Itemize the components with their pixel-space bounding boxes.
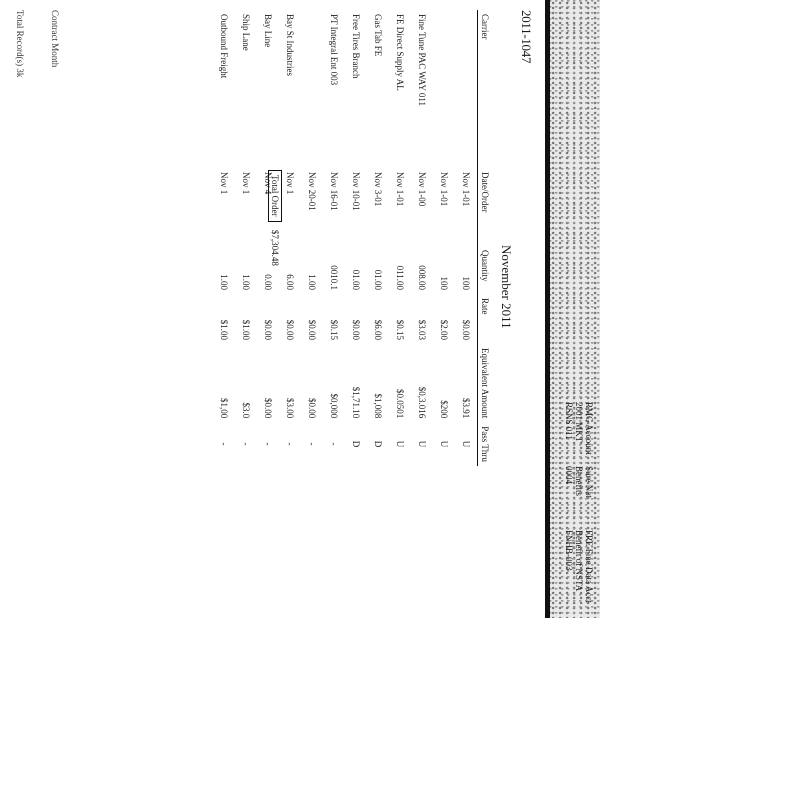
- cell-date: Nov 1-00: [417, 172, 427, 207]
- table-row: [279, 10, 301, 466]
- cell-qty: 1.00: [241, 274, 251, 290]
- cell-pass: -: [241, 442, 251, 446]
- table-row: [367, 10, 389, 466]
- cell-qty: 0010.1: [329, 265, 339, 290]
- table-header-row: [478, 10, 493, 466]
- cell-date: Nov 1: [285, 172, 295, 195]
- cell-amount: $3.0: [241, 402, 251, 419]
- cell-rate: $0.00: [461, 319, 471, 340]
- cell-qty: 0.00: [263, 274, 273, 290]
- report-month: November 2011: [499, 245, 514, 329]
- header-box-line: FRE Fine Data Acct: [584, 530, 594, 603]
- cell-carrier: Free Tires Branch: [351, 14, 361, 79]
- totals-label: Total Order: [268, 170, 282, 222]
- cell-rate: $6.00: [373, 319, 383, 340]
- cell-pass: U: [439, 440, 449, 448]
- cell-pass: D: [373, 440, 383, 448]
- cell-carrier: Bay St Industries: [285, 14, 295, 76]
- cell-rate: $3.03: [417, 319, 427, 340]
- table-row: [301, 10, 323, 466]
- footer-label: Total Record(s) 3k: [15, 10, 25, 78]
- totals-value: $7,304.48: [270, 229, 280, 266]
- header-box-line: 0004: [564, 466, 574, 484]
- table-row: [433, 10, 455, 466]
- col-pass: Pass Thru: [478, 422, 493, 466]
- cell-qty: 6.00: [285, 274, 295, 290]
- header-box-benefits: [564, 466, 594, 526]
- col-amount: Equivalent Amount: [478, 344, 493, 422]
- cell-pass: -: [329, 442, 339, 446]
- cell-pass: -: [307, 442, 317, 446]
- cell-carrier: Fine Tune PAC WAY 011: [417, 14, 427, 107]
- line-items-table: [213, 10, 492, 466]
- header-box-line: Benefit of NSTA: [574, 530, 584, 592]
- table-row: [345, 10, 367, 466]
- cell-amount: $0.0501: [395, 389, 405, 419]
- cell-date: Nov 3-01: [373, 172, 383, 207]
- report-id: 2011-1047: [519, 10, 534, 64]
- cell-amount: $200: [439, 400, 449, 419]
- col-rate: Rate: [478, 294, 493, 344]
- cell-amount: $0,3.016: [417, 386, 427, 419]
- cell-date: Nov 1-01: [439, 172, 449, 207]
- cell-pass: U: [395, 440, 405, 448]
- header-box-rmg: [564, 402, 594, 462]
- cell-date: Nov 1-01: [461, 172, 471, 207]
- cell-qty: 100: [461, 276, 471, 290]
- table-row: [323, 10, 345, 466]
- table-row: [213, 10, 235, 466]
- cell-date: Nov 1: [219, 172, 229, 195]
- cell-rate: $1.00: [241, 319, 251, 340]
- table-row: [455, 10, 478, 466]
- cell-pass: D: [351, 440, 361, 448]
- cell-amount: $0.00: [263, 398, 273, 419]
- cell-date: Nov 4: [263, 172, 273, 195]
- cell-carrier: Ship Lane: [241, 14, 251, 51]
- cell-qty: 008.00: [417, 265, 427, 290]
- cell-qty: 100: [439, 276, 449, 290]
- header-box-account: [564, 530, 594, 610]
- cell-amount: $0.00: [307, 398, 317, 419]
- cell-carrier: PT Integral Ent 003: [329, 14, 339, 86]
- cell-qty: 011.00: [395, 265, 405, 290]
- cell-pass: -: [219, 442, 229, 446]
- cell-date: Nov 1: [241, 172, 251, 195]
- cell-date: Nov 20-01: [307, 172, 317, 211]
- cell-carrier: Gas Tab FE: [373, 14, 383, 57]
- cell-qty: 1.00: [219, 274, 229, 290]
- cell-carrier: [301, 10, 323, 168]
- totals: [268, 170, 282, 272]
- cell-carrier: Outbound Freight: [219, 14, 229, 79]
- cell-pass: U: [417, 440, 427, 448]
- cell-pass: -: [285, 442, 295, 446]
- header-rule: [545, 0, 550, 618]
- cell-qty: 01.00: [373, 269, 383, 290]
- header-box-line: FNHB-003: [564, 530, 574, 571]
- cell-amount: $1,71.10: [351, 386, 361, 419]
- cell-rate: $0.00: [285, 319, 295, 340]
- cell-amount: $3.00: [285, 398, 295, 419]
- header-box-line: Sure Nat: [584, 466, 594, 498]
- cell-carrier: [433, 10, 455, 168]
- col-date: Date/Order: [478, 168, 493, 246]
- cell-pass: U: [461, 440, 471, 448]
- cell-qty: 01.00: [351, 269, 361, 290]
- cell-amount: $3.91: [461, 398, 471, 419]
- header-box-line: RSNS 011: [564, 402, 574, 440]
- cell-rate: $0.00: [263, 319, 273, 340]
- table-body: [213, 10, 478, 466]
- cell-rate: $2.00: [439, 319, 449, 340]
- header-box-line: RMG Account: [584, 402, 594, 455]
- cell-rate: $0.15: [395, 319, 405, 340]
- cell-rate: $0.15: [329, 319, 339, 340]
- cell-rate: $0.00: [307, 319, 317, 340]
- cell-date: Nov 10-01: [351, 172, 361, 211]
- cell-amount: $0,000: [329, 393, 339, 419]
- table-row: [389, 10, 411, 466]
- table-row: [235, 10, 257, 466]
- cell-amount: $1,008: [373, 393, 383, 419]
- cell-rate: $0.00: [351, 319, 361, 340]
- cell-rate: $1.00: [219, 319, 229, 340]
- col-carrier: Carrier: [478, 10, 493, 168]
- cell-date: Nov 1-01: [395, 172, 405, 207]
- col-qty: Quantity: [478, 246, 493, 294]
- footer-label: Contract Month: [50, 10, 60, 68]
- cell-carrier: FE Direct Supply AL: [395, 14, 405, 91]
- header-box-line: Benefits: [574, 466, 584, 496]
- cell-date: Nov 16-01: [329, 172, 339, 211]
- cell-carrier: Bay Line: [263, 14, 273, 48]
- cell-carrier: [455, 10, 478, 168]
- table-row: [411, 10, 433, 466]
- cell-qty: 1.00: [307, 274, 317, 290]
- header-box-line: 2001 MKT: [574, 402, 584, 443]
- cell-amount: $1,00: [219, 398, 229, 419]
- cell-pass: -: [263, 442, 273, 446]
